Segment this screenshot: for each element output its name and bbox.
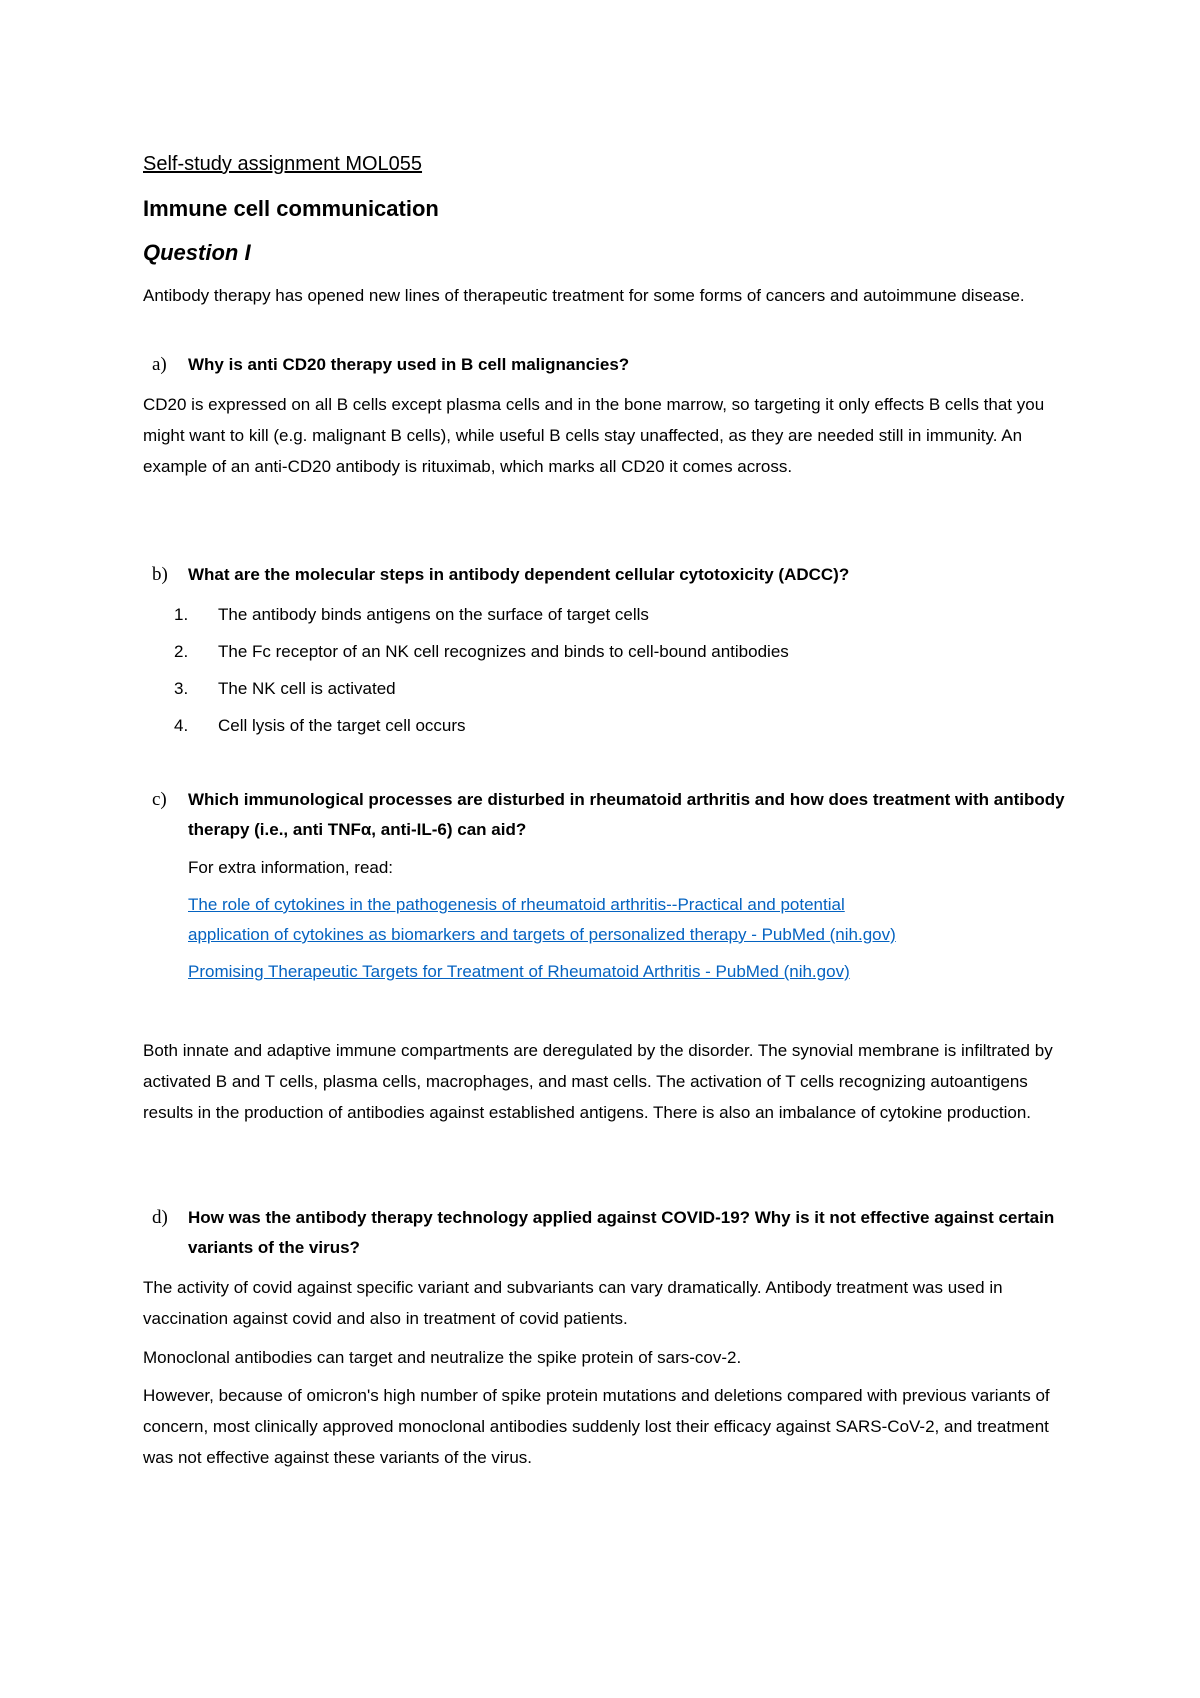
reference-link-1-line-2[interactable]: application of cytokines as biomarkers and targets of personalized therapy - PubMed (nih.gov) [188,925,896,944]
list-item [174,670,789,707]
question-b-text: What are the molecular steps in antibody dependent cellular cytotoxicity (ADCC)? [188,565,850,584]
list-item-number: 3. [174,679,189,698]
question-label: Question I [143,240,251,265]
answer-d-paragraph-1: The activity of covid against specific variant and subvariants can vary dramatically. Antibody treatment was used in vaccination against covid and also in treatment of covid patients. [143,1278,1003,1328]
list-item-text: The antibody binds antigens on the surface of target cells [218,605,649,624]
list-item-number: 4. [174,716,189,735]
question-d-letter: d) [152,1207,168,1228]
answer-c: Both innate and adaptive immune compartments are deregulated by the disorder. The synovial membrane is infiltrated by activated B and T cells, plasma cells, macrophages, and mast cells. The activation of T cells recognizing autoantigens results in the production of antibodies against established antigens. There is also an imbalance of cytokine production. [143,1041,1053,1122]
extra-info-label: For extra information, read: [188,858,394,877]
answer-d-paragraph-3: However, because of omicron's high number of spike protein mutations and deletions compared with previous variants of concern, most clinically approved monoclonal antibodies suddenly lost their efficacy against SARS-CoV-2, and treatment was not effective against these variants of the virus. [143,1386,1050,1467]
adcc-steps-list [174,596,789,744]
answer-a: CD20 is expressed on all B cells except plasma cells and in the bone marrow, so targeting it only effects B cells that you might want to kill (e.g. malignant B cells), while useful B cells stay unaffected, as they are needed still in immunity. An example of an anti-CD20 antibody is rituximab, which marks all CD20 it comes across. [143,395,1045,476]
question-c-text: Which immunological processes are disturbed in rheumatoid arthritis and how does treatment with antibody therapy (i.e., anti TNFα, anti-IL-6) can aid? [188,790,1065,839]
question-a-text: Why is anti CD20 therapy used in B cell malignancies? [188,355,630,374]
question-a-letter: a) [152,354,167,375]
list-item-text: The NK cell is activated [218,679,396,698]
reference-link-2[interactable]: Promising Therapeutic Targets for Treatment of Rheumatoid Arthritis - PubMed (nih.gov) [188,962,850,981]
section-heading: Immune cell communication [143,196,439,221]
document-title: Self-study assignment MOL055 [143,153,423,175]
question-b-letter: b) [152,564,168,585]
list-item-text: The Fc receptor of an NK cell recognizes and binds to cell-bound antibodies [218,642,789,661]
list-item [174,633,789,670]
answer-d-paragraph-2: Monoclonal antibodies can target and neutralize the spike protein of sars-cov-2. [143,1348,742,1367]
question-d-text: How was the antibody therapy technology applied against COVID-19? Why is it not effective against certain variants of the virus? [188,1208,1055,1257]
question-c-letter: c) [152,789,167,810]
list-item [174,707,789,744]
list-item-number: 2. [174,642,189,661]
list-item [174,596,789,633]
reference-link-1-line-1[interactable]: The role of cytokines in the pathogenesis of rheumatoid arthritis--Practical and potential [188,895,845,914]
intro-paragraph: Antibody therapy has opened new lines of therapeutic treatment for some forms of cancers and autoimmune disease. [143,286,1025,305]
list-item-number: 1. [174,605,189,624]
list-item-text: Cell lysis of the target cell occurs [218,716,466,735]
